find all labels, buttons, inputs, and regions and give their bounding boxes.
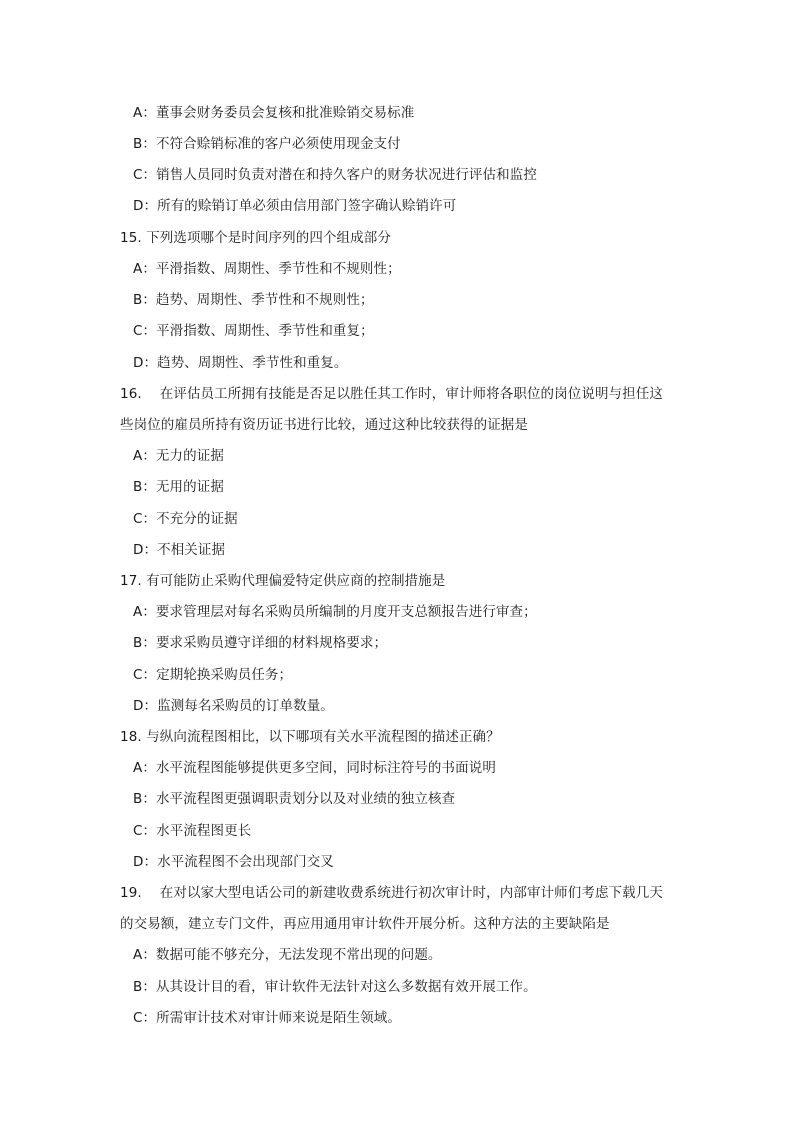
answer-option: C：定期轮换采购员任务；	[133, 667, 293, 683]
question-text: 些岗位的雇员所持有资历证书进行比较，通过这种比较获得的证据是	[120, 417, 528, 433]
answer-option: D：水平流程图不会出现部门交叉	[133, 854, 334, 870]
question-text: 的交易额，建立专门文件，再应用通用审计软件开展分析。这种方法的主要缺陷是	[120, 916, 610, 932]
answer-option: C：水平流程图更长	[133, 823, 252, 839]
answer-option: A：数据可能不够充分，无法发现不常出现的问题。	[133, 947, 442, 963]
answer-option: B：要求采购员遵守详细的材料规格要求；	[133, 635, 388, 651]
answer-option: D：所有的赊销订单必须由信用部门签字确认赊销许可	[133, 198, 457, 214]
answer-option: B：从其设计目的看，审计软件无法针对这么多数据有效开展工作。	[133, 979, 537, 995]
question-text: 15. 下列选项哪个是时间序列的四个组成部分	[120, 230, 391, 246]
answer-option: B：趋势、周期性、季节性和不规则性；	[133, 292, 374, 308]
question-text: 18. 与纵向流程图相比，以下哪项有关水平流程图的描述正确？	[120, 729, 500, 745]
answer-option: C：不充分的证据	[133, 511, 238, 527]
answer-option: D：不相关证据	[133, 542, 226, 558]
answer-option: C：销售人员同时负责对潜在和持久客户的财务状况进行评估和监控	[133, 167, 537, 183]
answer-option: B：水平流程图更强调职责划分以及对业绩的独立核查	[133, 791, 456, 807]
answer-option: A：董事会财务委员会复核和批准赊销交易标准	[133, 105, 415, 121]
answer-option: D：趋势、周期性、季节性和重复。	[133, 355, 348, 371]
answer-option: D：监测每名采购员的订单数量。	[133, 698, 334, 714]
answer-option: A：要求管理层对每名采购员所编制的月度开支总额报告进行审查；	[133, 604, 537, 620]
question-text: 16. 在评估员工所拥有技能是否足以胜任其工作时，审计师将各职位的岗位说明与担任这	[120, 386, 663, 402]
question-text: 19. 在对以家大型电话公司的新建收费系统进行初次审计时，内部审计师们考虑下载几天	[120, 885, 663, 901]
answer-option: C：所需审计技术对审计师来说是陌生领域。	[133, 1010, 401, 1026]
answer-option: A：无力的证据	[133, 448, 224, 464]
answer-option: B：无用的证据	[133, 479, 224, 495]
answer-option: C：平滑指数、周期性、季节性和重复；	[133, 323, 374, 339]
answer-option: A：平滑指数、周期性、季节性和不规则性；	[133, 261, 401, 277]
question-text: 17. 有可能防止采购代理偏爱特定供应商的控制措施是	[120, 573, 446, 589]
answer-option: A：水平流程图能够提供更多空间，同时标注符号的书面说明	[133, 760, 496, 776]
answer-option: B：不符合赊销标准的客户必须使用现金支付	[133, 136, 401, 152]
